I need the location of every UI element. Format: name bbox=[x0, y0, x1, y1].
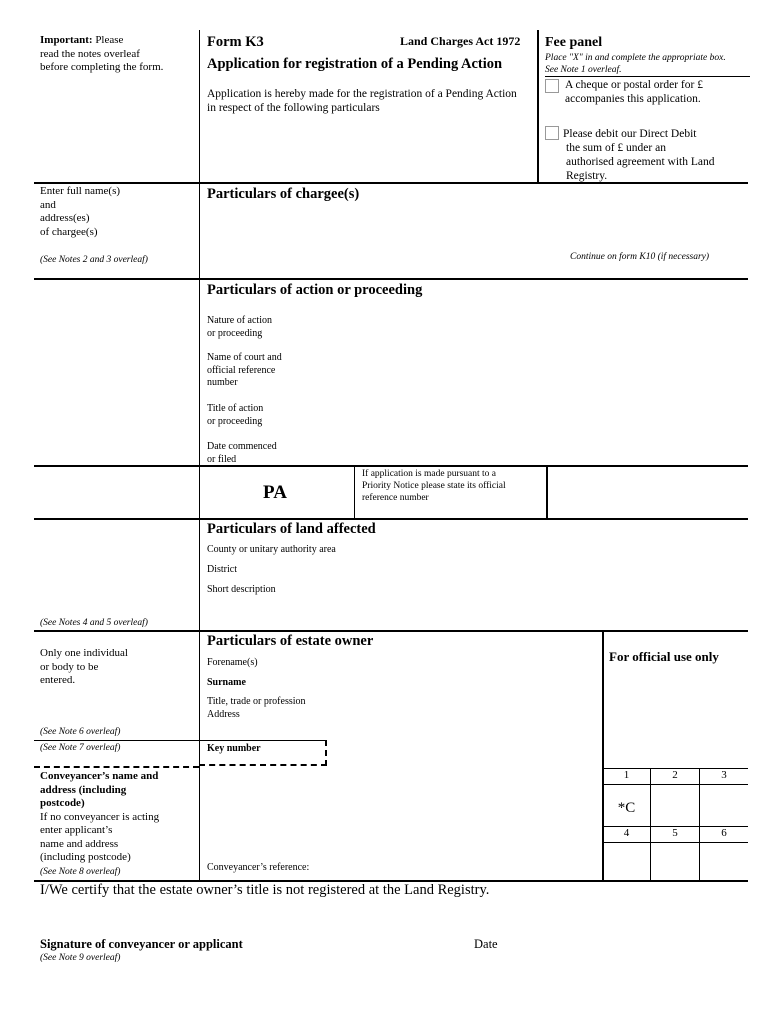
official-use-title: For official use only bbox=[609, 649, 719, 664]
land-heading: Particulars of land affected bbox=[207, 521, 376, 537]
note8: (See Note 8 overleaf) bbox=[40, 867, 121, 877]
land-notes: (See Notes 4 and 5 overleaf) bbox=[40, 618, 148, 628]
fee-panel-title: Fee panel bbox=[545, 35, 603, 50]
surname-label: Surname bbox=[207, 677, 246, 688]
chargee-heading: Particulars of chargee(s) bbox=[207, 186, 360, 202]
action-heading: Particulars of action or proceeding bbox=[207, 282, 423, 298]
signature-field[interactable] bbox=[290, 935, 460, 955]
priority-notice-label bbox=[362, 468, 506, 504]
date-commenced-line2: or filed bbox=[207, 453, 237, 465]
direct-debit-text bbox=[563, 127, 715, 183]
priority-reference-field[interactable] bbox=[550, 468, 745, 516]
important-note bbox=[40, 34, 200, 75]
cheque-checkbox[interactable] bbox=[545, 79, 559, 93]
chargee-notes: (See Notes 2 and 3 overleaf) bbox=[40, 255, 148, 265]
chargee-side-line3: address(es) bbox=[40, 212, 90, 224]
nature-label bbox=[207, 315, 272, 340]
form-intro: Application is hereby made for the registration of a Pending Action in respect of the following particulars bbox=[207, 88, 517, 114]
priority-line2: Priority Notice please state its official bbox=[362, 481, 506, 491]
signature-label: Signature of conveyancer or applicant bbox=[40, 937, 243, 951]
cheque-option-text: A cheque or postal order for £ accompanies this application. bbox=[565, 79, 703, 105]
certification-text: I/We certify that the estate owner’s title is not registered at the Land Registry. bbox=[40, 882, 490, 898]
conveyancer-reference-label: Conveyancer’s reference: bbox=[207, 862, 310, 873]
important-line2: read the notes overleaf bbox=[40, 47, 140, 60]
action-title-line2: or proceeding bbox=[207, 415, 263, 427]
short-description-label: Short description bbox=[207, 584, 276, 595]
key-number-label: Key number bbox=[207, 743, 261, 754]
date-commenced-label bbox=[207, 441, 277, 466]
title-trade-label: Title, trade or profession bbox=[207, 696, 306, 707]
conveyancer-line2: address (including bbox=[40, 783, 127, 796]
official-cell-6: 6 bbox=[721, 827, 727, 839]
official-cell-2: 2 bbox=[672, 769, 678, 781]
conveyancer-line1: Conveyancer’s name and bbox=[40, 770, 159, 782]
note6: (See Note 6 overleaf) bbox=[40, 727, 121, 737]
official-cell-1: 1 bbox=[623, 769, 630, 781]
priority-line1: If application is made pursuant to a bbox=[362, 469, 497, 479]
court-line3: number bbox=[207, 377, 238, 388]
chargee-field[interactable] bbox=[207, 202, 737, 250]
conveyancer-line7: (including postcode) bbox=[40, 851, 131, 863]
chargee-side-line4: of chargee(s) bbox=[40, 225, 98, 238]
direct-debit-line4: Registry. bbox=[566, 170, 608, 182]
key-number-box bbox=[199, 740, 327, 766]
direct-debit-line2: the sum of £ under an bbox=[566, 142, 666, 154]
note7: (See Note 7 overleaf) bbox=[40, 743, 121, 753]
date-commenced-line1: Date commenced bbox=[207, 441, 277, 452]
act-name: Land Charges Act 1972 bbox=[400, 34, 521, 48]
county-label: County or unitary authority area bbox=[207, 544, 336, 555]
district-label: District bbox=[207, 564, 237, 575]
important-line3: before completing the form. bbox=[40, 61, 164, 73]
direct-debit-line1: Please debit our Direct Debit bbox=[563, 128, 697, 140]
conveyancer-address-field[interactable] bbox=[207, 770, 597, 856]
fee-panel-instruction: Place "X" in and complete the appropriate box. See Note 1 overleaf. bbox=[545, 53, 726, 75]
conveyancer-line6: name and address bbox=[40, 837, 119, 850]
address-label: Address bbox=[207, 709, 240, 720]
continue-note: Continue on form K10 (if necessary) bbox=[570, 252, 710, 262]
form-code: Form K3 bbox=[207, 34, 264, 50]
important-label: Important: bbox=[40, 34, 93, 46]
direct-debit-line3: authorised agreement with Land bbox=[566, 156, 715, 168]
official-cell-3: 3 bbox=[721, 769, 727, 781]
priority-line3: reference number bbox=[362, 493, 429, 503]
official-use-box bbox=[602, 630, 750, 881]
nature-line2: or proceeding bbox=[207, 327, 263, 339]
pa-code: PA bbox=[263, 482, 287, 503]
note9: (See Note 9 overleaf) bbox=[40, 953, 121, 963]
date-label: Date bbox=[474, 937, 498, 951]
direct-debit-checkbox[interactable] bbox=[545, 126, 559, 140]
estate-owner-fields[interactable] bbox=[330, 652, 595, 732]
official-cell-5: 5 bbox=[672, 827, 678, 839]
date-field[interactable] bbox=[510, 935, 710, 955]
estate-side-line3: entered. bbox=[40, 674, 76, 686]
important-text: Please bbox=[92, 34, 124, 46]
official-cell-4: 4 bbox=[623, 827, 630, 839]
conveyancer-side-label bbox=[40, 770, 159, 865]
estate-owner-side-label bbox=[40, 647, 128, 688]
court-label bbox=[207, 352, 282, 390]
court-line1: Name of court and bbox=[207, 352, 282, 363]
estate-owner-heading: Particulars of estate owner bbox=[207, 633, 374, 649]
action-title-line1: Title of action bbox=[207, 403, 264, 414]
action-title-label bbox=[207, 403, 263, 428]
estate-side-line2: or body to be bbox=[40, 660, 99, 673]
form-title: Application for registration of a Pending Action bbox=[207, 56, 503, 72]
action-fields[interactable] bbox=[310, 312, 740, 462]
estate-side-line1: Only one individual bbox=[40, 647, 128, 659]
chargee-side-line1: Enter full name(s) bbox=[40, 185, 121, 197]
conveyancer-line4: If no conveyancer is acting bbox=[40, 810, 160, 823]
nature-line1: Nature of action bbox=[207, 315, 272, 326]
conveyancer-line5: enter applicant’s bbox=[40, 824, 113, 836]
chargee-side-line2: and bbox=[40, 198, 56, 211]
official-c-mark: *C bbox=[617, 800, 636, 816]
land-fields[interactable] bbox=[360, 542, 740, 622]
chargee-side-label bbox=[40, 185, 120, 239]
forenames-label: Forename(s) bbox=[207, 657, 258, 668]
conveyancer-line3: postcode) bbox=[40, 797, 85, 809]
court-line2: official reference bbox=[207, 364, 276, 376]
